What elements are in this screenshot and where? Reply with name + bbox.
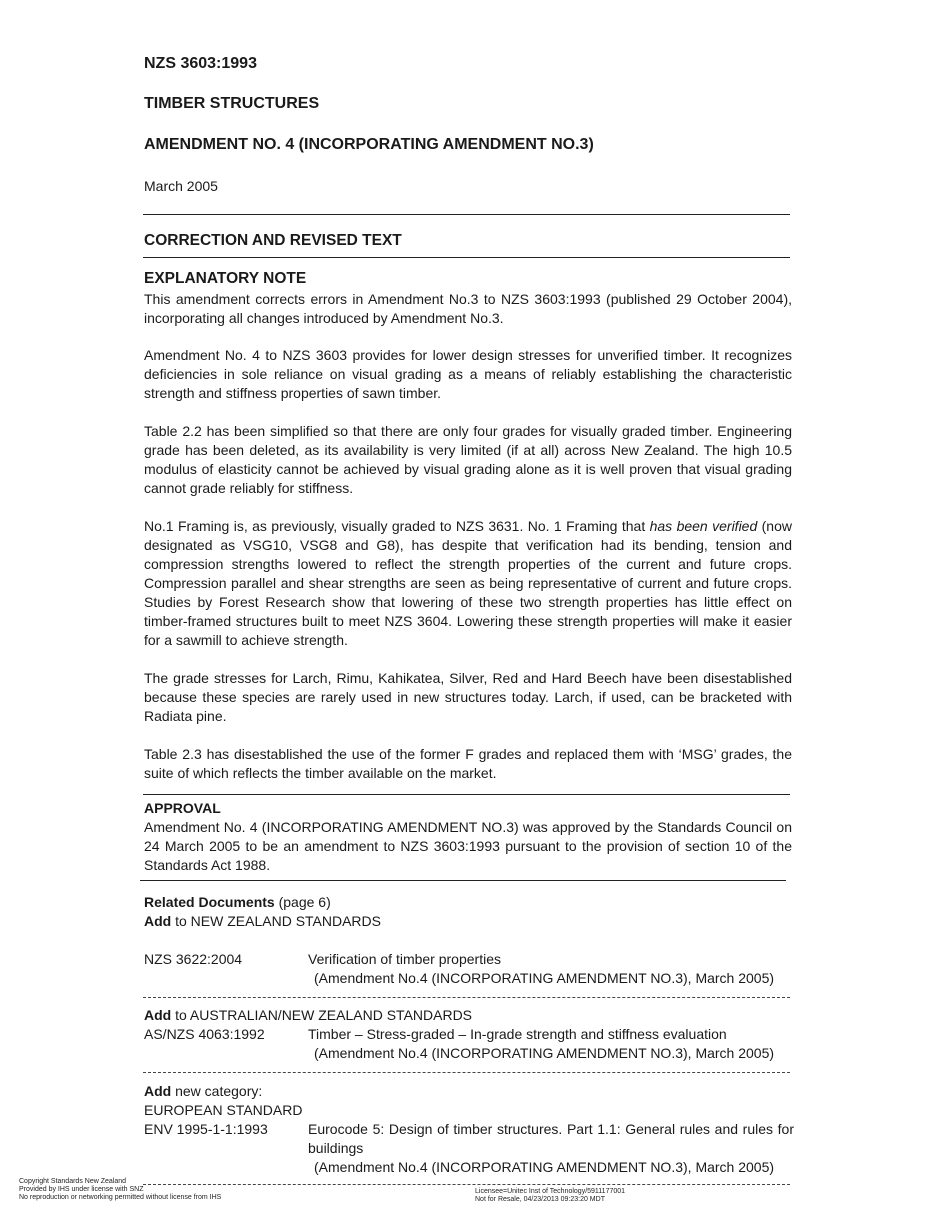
amendment-date: March 2005 (144, 178, 218, 194)
amendment-title: AMENDMENT NO. 4 (INCORPORATING AMENDMENT NO.3) (144, 136, 594, 153)
add-new-category: Add new category: (144, 1083, 263, 1099)
correction-heading: CORRECTION AND REVISED TEXT (144, 232, 402, 249)
footer-left: Copyright Standards New Zealand Provided by IHS under license with SNZ No reproduction or networking permitted without license from IHS (19, 1178, 222, 1201)
dashed-divider (143, 997, 790, 998)
approval-text: Amendment No. 4 (INCORPORATING AMENDMENT NO.3) was approved by the Standards Council on 24 March 2005 to be an amendment to NZS 3603:1993 pursuant to the provision of section 10 of the Standards Act 1988. (144, 819, 792, 873)
dashed-divider (143, 1072, 790, 1073)
standard-number: NZS 3603:1993 (144, 55, 257, 72)
reference-code: NZS 3622:2004 (144, 951, 243, 967)
explanatory-note-heading: EXPLANATORY NOTE (144, 270, 307, 287)
add-au-nz-standards: Add to AUSTRALIAN/NEW ZEALAND STANDARDS (144, 1007, 473, 1023)
emphasis: has been verified (649, 518, 758, 534)
document-title: TIMBER STRUCTURES (144, 95, 320, 112)
related-documents-heading: Related Documents (page 6) (144, 894, 331, 910)
reference-code: ENV 1995-1-1:1993 (144, 1121, 268, 1137)
paragraph: Table 2.3 has disestablished the use of the former F grades and replaced them with ‘MSG’ grades, the suite of which reflects the timber available on the market. (144, 746, 792, 781)
divider (143, 214, 790, 215)
paragraph: Table 2.2 has been simplified so that there are only four grades for visually graded timber. Engineering grade has been deleted, as its availability is very limited (if at all) across New Zealand. The high 10.5 modulus of elasticity cannot be achieved by visual grading alone as it is well proven that visual grading cannot grade reliably for stiffness. (144, 423, 792, 496)
reference-description: Verification of timber properties (Amendment No.4 (INCORPORATING AMENDMENT NO.3), March 2005) (308, 950, 794, 988)
category-label: EUROPEAN STANDARD (144, 1102, 303, 1118)
reference-code: AS/NZS 4063:1992 (144, 1026, 265, 1042)
reference-amendment: (Amendment No.4 (INCORPORATING AMENDMENT NO.3), March 2005) (314, 1045, 775, 1061)
dashed-divider (143, 1184, 790, 1185)
divider (140, 880, 786, 881)
approval-heading: APPROVAL (144, 800, 221, 816)
explanatory-note-body (144, 290, 792, 783)
divider (143, 794, 790, 795)
reference-description: Eurocode 5: Design of timber structures. Part 1.1: General rules and rules for buildings (Amendment No.4 (INCORPORATING AMENDMENT NO.3), March 2005) (308, 1121, 794, 1175)
reference-description: Timber – Stress-graded – In-grade strength and stiffness evaluation (Amendment No.4 (INCORPORATING AMENDMENT NO.3), March 2005) (308, 1025, 794, 1063)
reference-amendment: (Amendment No.4 (INCORPORATING AMENDMENT NO.3), March 2005) (314, 1159, 775, 1175)
paragraph: No.1 Framing is, as previously, visually graded to NZS 3631. No. 1 Framing that has been verified (now designated as VSG10, VSG8 and G8), has despite that verification had its bending, tension and compression strengths lowered to reflect the strength properties of the current and future crops. Compression parallel and shear strengths are seen as being representative of current and future crops. Studies by Forest Research show that lowering of these two strength properties has little effect on timber-framed structures built to meet NZS 3604. Lowering these strength properties will make it easier for a sawmill to achieve strength. (144, 518, 792, 648)
footer-right: Licensee=Unitec Inst of Technology/5911177001 Not for Resale, 04/23/2013 09:23:20 MDT (475, 1188, 626, 1203)
divider (143, 257, 790, 258)
paragraph: The grade stresses for Larch, Rimu, Kahikatea, Silver, Red and Hard Beech have been disestablished because these species are rarely used in new structures today. Larch, if used, can be bracketed with Radiata pine. (144, 670, 792, 724)
add-nz-standards: Add to NEW ZEALAND STANDARDS (144, 913, 381, 929)
reference-amendment: (Amendment No.4 (INCORPORATING AMENDMENT NO.3), March 2005) (314, 970, 775, 986)
paragraph: This amendment corrects errors in Amendment No.3 to NZS 3603:1993 (published 29 October 2004), incorporating all changes introduced by Amendment No.3. (144, 291, 792, 326)
paragraph: Amendment No. 4 to NZS 3603 provides for lower design stresses for unverified timber. It recognizes deficiencies in sole reliance on visual grading as a means of reliably establishing the characteristic strength and stiffness properties of sawn timber. (144, 347, 792, 401)
